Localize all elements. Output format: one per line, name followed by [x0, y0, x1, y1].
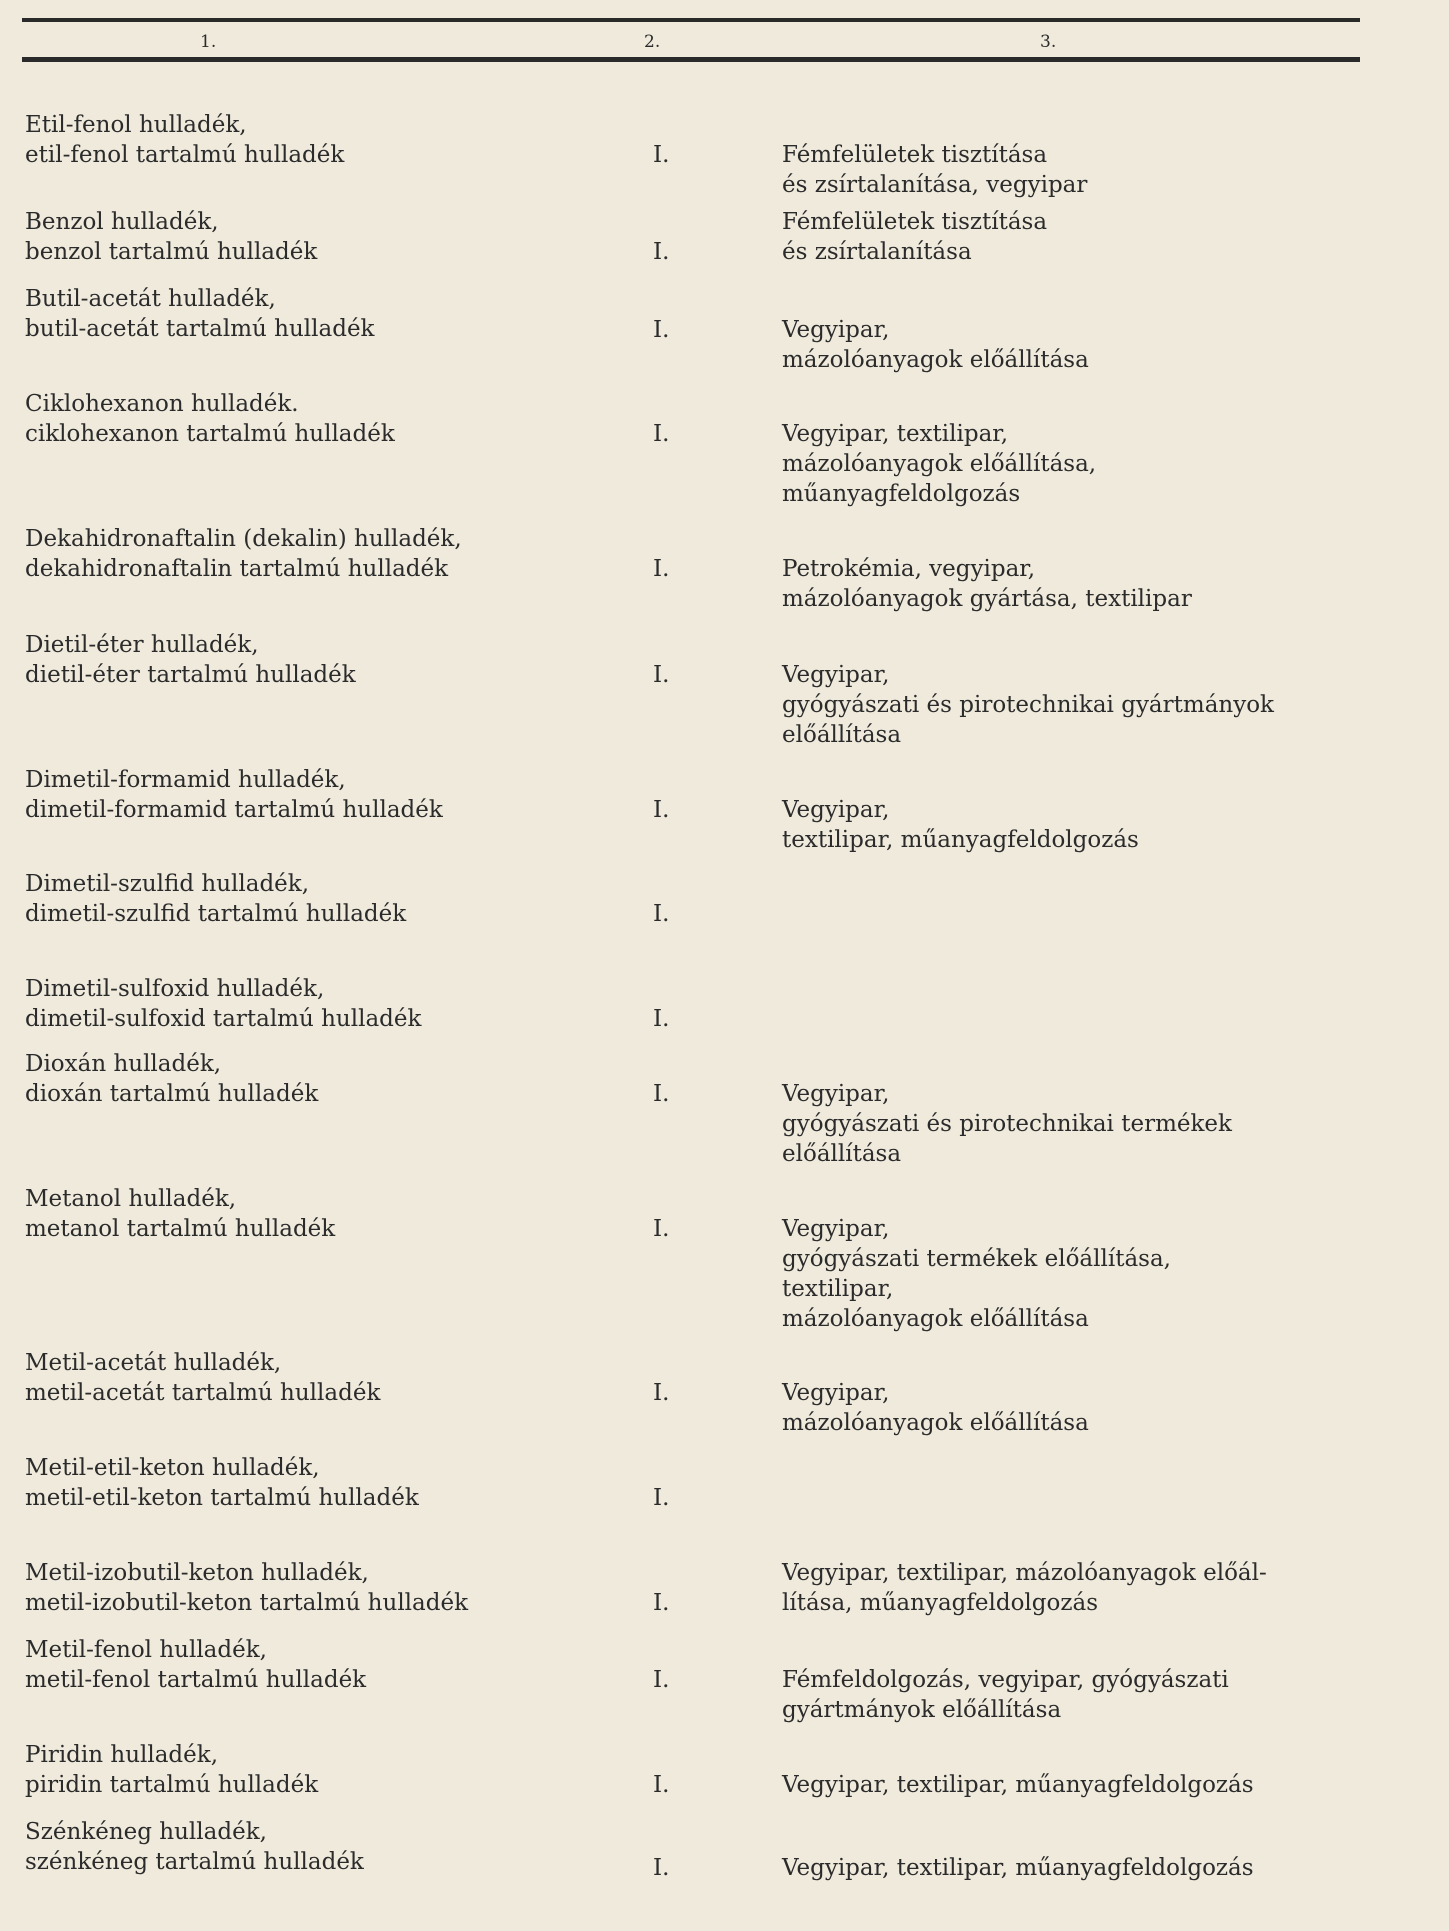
waste-name-line: benzol tartalmú hulladék — [25, 239, 318, 265]
waste-name-line: Metil-acetát hulladék, — [25, 1350, 282, 1376]
usage-line: műanyagfeldolgozás — [782, 481, 1021, 507]
waste-name-line: Metil-fenol hulladék, — [25, 1637, 267, 1663]
waste-name-cell — [25, 207, 317, 267]
waste-name-line: Dekahidronaftalin (dekalin) hulladék, — [25, 526, 462, 552]
usage-line: mázolóanyagok gyártása, textilipar — [782, 586, 1192, 612]
usage-line: Fémfeldolgozás, vegyipar, gyógyászati — [782, 1667, 1229, 1693]
waste-name-line: dimetil-szulfid tartalmú hulladék — [25, 901, 407, 927]
usage-cell — [782, 207, 1047, 267]
usage-line: gyógyászati termékek előállítása, — [782, 1246, 1171, 1272]
waste-name-line: Butil-acetát hulladék, — [25, 286, 276, 312]
waste-name-cell — [25, 765, 443, 825]
usage-line: mázolóanyagok előállítása — [782, 347, 1089, 373]
waste-name-cell — [25, 1348, 380, 1408]
waste-name-line: metil-acetát tartalmú hulladék — [25, 1380, 381, 1406]
hazard-class-cell: I. — [653, 1855, 670, 1881]
hazard-class-cell: I. — [653, 142, 670, 168]
table-header-rule — [22, 57, 1360, 62]
waste-name-line: piridin tartalmú hulladék — [25, 1772, 319, 1798]
usage-cell — [782, 795, 1139, 855]
hazard-class-cell: I. — [653, 1081, 670, 1107]
hazard-class-cell: I. — [653, 556, 670, 582]
waste-name-line: Metil-etil-keton hulladék, — [25, 1455, 320, 1481]
waste-name-line: metil-fenol tartalmú hulladék — [25, 1667, 367, 1693]
usage-cell — [782, 1378, 1089, 1438]
usage-line: gyógyászati és pirotechnikai termékek — [782, 1111, 1232, 1137]
waste-name-cell — [25, 284, 375, 344]
usage-line: előállítása — [782, 722, 902, 748]
column-header-2: 2. — [644, 32, 661, 52]
usage-line: Vegyipar, — [782, 662, 890, 688]
usage-line: Fémfelületek tisztítása — [782, 142, 1048, 168]
usage-line: Vegyipar, — [782, 317, 890, 343]
usage-line: és zsírtalanítása, vegyipar — [782, 172, 1088, 198]
waste-name-line: dietil-éter tartalmú hulladék — [25, 662, 356, 688]
usage-cell — [782, 554, 1192, 614]
hazard-class-cell: I. — [653, 797, 670, 823]
waste-name-cell — [25, 1453, 419, 1513]
waste-name-line: dekahidronaftalin tartalmú hulladék — [25, 556, 449, 582]
waste-name-line: Dimetil-formamid hulladék, — [25, 767, 346, 793]
usage-cell — [782, 1558, 1267, 1618]
usage-line: Vegyipar, — [782, 1081, 890, 1107]
waste-name-line: etil-fenol tartalmú hulladék — [25, 142, 345, 168]
waste-name-line: Metil-izobutil-keton hulladék, — [25, 1560, 369, 1586]
hazard-class-cell: I. — [653, 1590, 670, 1616]
waste-name-line: Metanol hulladék, — [25, 1186, 237, 1212]
usage-line: mázolóanyagok előállítása, — [782, 451, 1097, 477]
usage-line: Vegyipar, textilipar, mázolóanyagok előál- — [782, 1560, 1267, 1586]
waste-name-line: metanol tartalmú hulladék — [25, 1216, 336, 1242]
table-top-rule — [22, 18, 1360, 22]
waste-name-line: szénkéneg tartalmú hulladék — [25, 1849, 364, 1875]
usage-line: Vegyipar, — [782, 1216, 890, 1242]
waste-name-line: metil-izobutil-keton tartalmú hulladék — [25, 1590, 469, 1616]
waste-name-cell — [25, 1635, 366, 1695]
usage-cell — [782, 315, 1089, 375]
waste-name-line: Piridin hulladék, — [25, 1742, 219, 1768]
usage-line: Vegyipar, textilipar, műanyagfeldolgozás — [782, 1855, 1254, 1881]
usage-line: előállítása — [782, 1141, 902, 1167]
usage-line: Fémfelületek tisztítása — [782, 209, 1048, 235]
usage-line: és zsírtalanítása — [782, 239, 972, 265]
hazard-class-cell: I. — [653, 239, 670, 265]
waste-name-cell — [25, 110, 344, 170]
waste-name-cell — [25, 974, 421, 1034]
waste-name-cell — [25, 869, 406, 929]
hazard-class-cell: I. — [653, 901, 670, 927]
usage-cell — [782, 1079, 1232, 1169]
waste-name-cell — [25, 1558, 468, 1618]
waste-name-cell — [25, 1740, 318, 1800]
usage-line: Vegyipar, textilipar, — [782, 421, 1009, 447]
usage-cell — [782, 1214, 1171, 1334]
usage-line: gyártmányok előállítása — [782, 1697, 1062, 1723]
waste-name-line: dioxán tartalmú hulladék — [25, 1081, 319, 1107]
usage-cell — [782, 140, 1087, 200]
waste-name-line: Benzol hulladék, — [25, 209, 219, 235]
usage-line: Vegyipar, — [782, 797, 890, 823]
usage-line: textilipar, műanyagfeldolgozás — [782, 827, 1139, 853]
waste-name-cell — [25, 389, 395, 449]
usage-cell — [782, 1770, 1254, 1800]
usage-line: mázolóanyagok előállítása — [782, 1410, 1089, 1436]
usage-line: Petrokémia, vegyipar, — [782, 556, 1036, 582]
usage-line: lítása, műanyagfeldolgozás — [782, 1590, 1098, 1616]
column-header-3: 3. — [1040, 32, 1057, 52]
usage-line: textilipar, — [782, 1276, 894, 1302]
waste-name-cell — [25, 1817, 364, 1877]
hazard-class-cell: I. — [653, 421, 670, 447]
waste-name-line: dimetil-sulfoxid tartalmú hulladék — [25, 1006, 422, 1032]
hazard-class-cell: I. — [653, 1006, 670, 1032]
waste-name-line: dimetil-formamid tartalmú hulladék — [25, 797, 443, 823]
waste-name-line: Ciklohexanon hulladék. — [25, 391, 299, 417]
usage-cell — [782, 1853, 1254, 1883]
waste-name-line: Dimetil-szulfid hulladék, — [25, 871, 310, 897]
hazard-class-cell: I. — [653, 1772, 670, 1798]
hazard-class-cell: I. — [653, 317, 670, 343]
waste-name-cell — [25, 524, 462, 584]
waste-name-line: ciklohexanon tartalmú hulladék — [25, 421, 395, 447]
hazard-class-cell: I. — [653, 1667, 670, 1693]
usage-cell — [782, 660, 1274, 750]
usage-cell — [782, 1665, 1229, 1725]
waste-name-line: butil-acetát tartalmú hulladék — [25, 316, 375, 342]
waste-name-line: metil-etil-keton tartalmú hulladék — [25, 1485, 419, 1511]
waste-name-cell — [25, 1184, 335, 1244]
waste-name-cell — [25, 1049, 318, 1109]
hazard-class-cell: I. — [653, 1485, 670, 1511]
column-header-1: 1. — [200, 32, 217, 52]
waste-name-line: Dietil-éter hulladék, — [25, 632, 259, 658]
usage-cell — [782, 419, 1096, 509]
usage-line: Vegyipar, textilipar, műanyagfeldolgozás — [782, 1772, 1254, 1798]
hazard-class-cell: I. — [653, 1380, 670, 1406]
waste-name-line: Dimetil-sulfoxid hulladék, — [25, 976, 325, 1002]
waste-name-line: Szénkéneg hulladék, — [25, 1819, 267, 1845]
waste-name-line: Etil-fenol hulladék, — [25, 112, 247, 138]
usage-line: mázolóanyagok előállítása — [782, 1306, 1089, 1332]
waste-name-line: Dioxán hulladék, — [25, 1051, 222, 1077]
hazard-class-cell: I. — [653, 662, 670, 688]
waste-name-cell — [25, 630, 356, 690]
usage-line: gyógyászati és pirotechnikai gyártmányok — [782, 692, 1274, 718]
usage-line: Vegyipar, — [782, 1380, 890, 1406]
hazard-class-cell: I. — [653, 1216, 670, 1242]
